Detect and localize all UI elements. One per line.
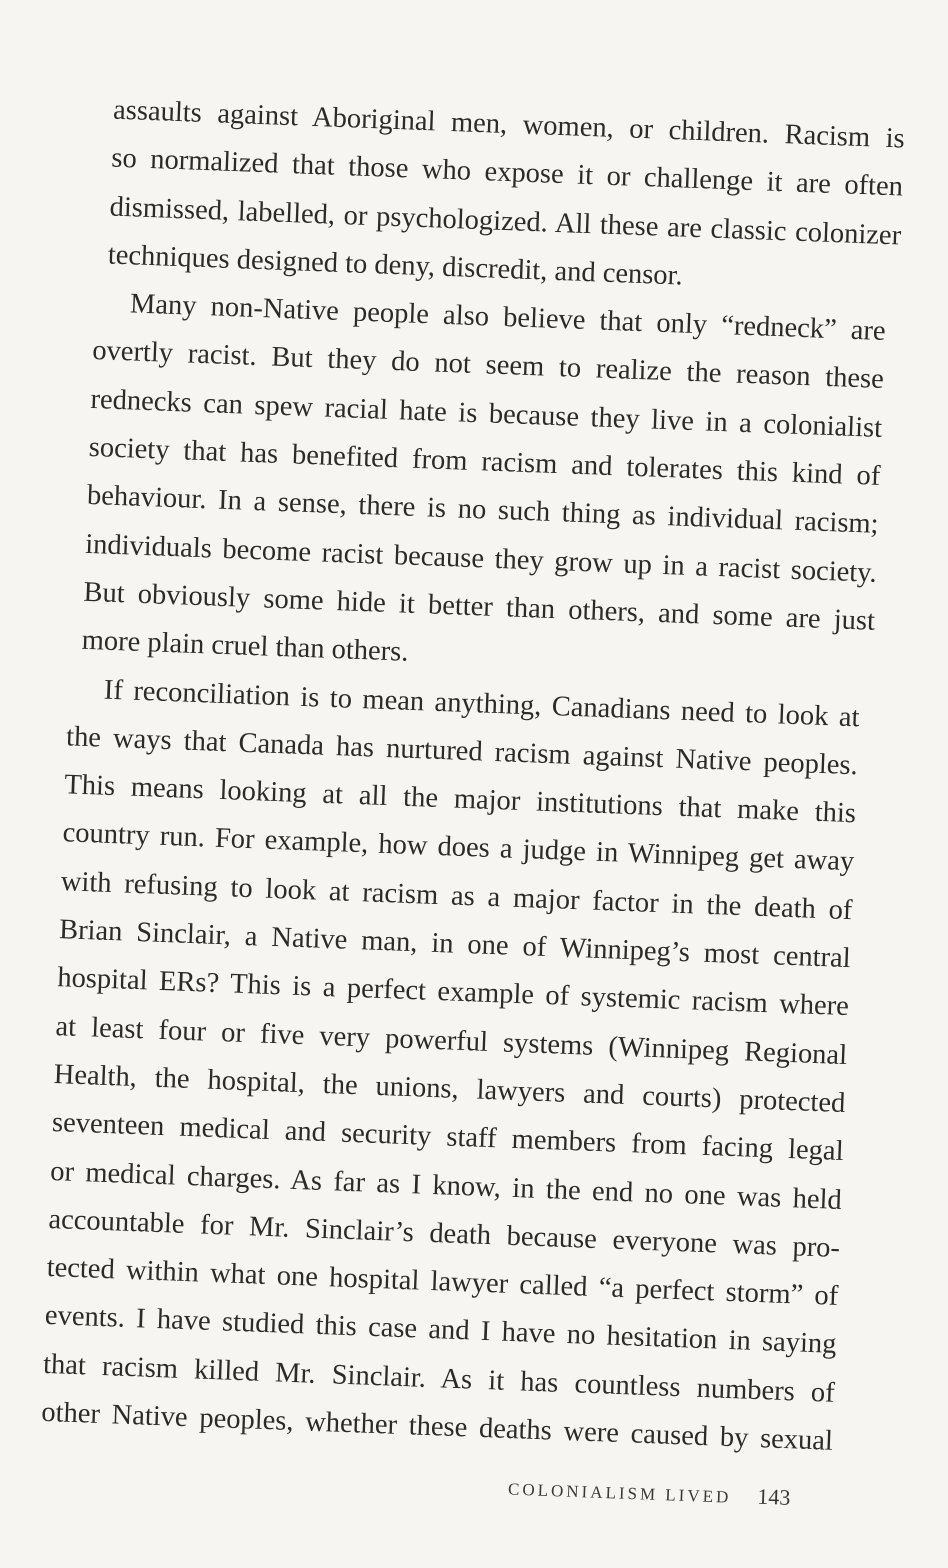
text-line: country run. For example, how does a judge in Winnipeg get away — [62, 817, 855, 878]
text-line: dismissed, labelled, or psychologized. All these are classic colonizer — [109, 191, 902, 252]
text-line: hospital ERs? This is a perfect example of systemic racism where — [56, 962, 850, 1023]
text-line: at least four or five very powerful systems (Winnipeg Regional — [55, 1010, 848, 1071]
text-line: Brian Sinclair, a Native man, in one of Winnipeg’s most central — [58, 914, 852, 975]
text-line: assaults against Aboriginal men, women, or children. Racism is — [112, 94, 906, 155]
text-line: overtly racist. But they do not seem to realize the reason these — [91, 335, 885, 396]
text-line: or medical charges. As far as I know, in the end no one was held — [49, 1155, 843, 1216]
text-line: other Native peoples, whether these deaths were caused by sexual — [40, 1396, 834, 1457]
paragraph-3 — [3, 663, 911, 1467]
text-line: the ways that Canada has nurtured racism against Native peoples. — [65, 721, 859, 782]
text-line: behaviour. In a sense, there is no such thing as individual racism; — [86, 480, 880, 541]
text-line: seventeen medical and security staff members from facing legal — [51, 1107, 845, 1168]
text-line: so normalized that those who expose it or challenge it are often — [110, 142, 904, 203]
paragraph-2 — [31, 277, 925, 695]
running-head: COLONIALISM LIVED — [507, 1479, 732, 1507]
text-line: with refusing to look at racism as a major factor in the death of — [60, 865, 853, 926]
text-line: Many non-Native people also believe that only “redneck” are — [129, 288, 887, 348]
text-line: accountable for Mr. Sinclair’s death because everyone was pro- — [47, 1203, 841, 1264]
text-line: that racism killed Mr. Sinclair. As it has countless numbers of — [42, 1348, 836, 1409]
text-line: events. I have studied this case and I have no hesitation in saying — [44, 1300, 838, 1361]
text-line: This means looking at all the major institutions that make this — [63, 769, 857, 830]
text-line: tected within what one hospital lawyer called “a perfect storm” of — [46, 1252, 839, 1313]
text-line: society that has benefited from racism and tolerates this kind of — [88, 431, 881, 492]
text-line: more plain cruel than others. — [81, 625, 409, 669]
text-line: Health, the hospital, the unions, lawyers and courts) protected — [53, 1058, 846, 1119]
text-line: individuals become racist because they grow up in a racist society. — [84, 528, 878, 589]
text-line: If reconciliation is to mean anything, Canadians need to look at — [103, 674, 861, 733]
text-line: But obviously some hide it better than others, and some are just — [82, 576, 876, 637]
text-line: techniques designed to deny, discredit, and censor. — [107, 239, 684, 292]
body-text — [3, 84, 932, 1468]
page-number: 143 — [756, 1483, 791, 1510]
page-footer — [508, 1475, 819, 1512]
text-line: rednecks can spew racial hate is because they live in a colonialist — [90, 383, 883, 444]
paragraph-1 — [45, 84, 931, 309]
